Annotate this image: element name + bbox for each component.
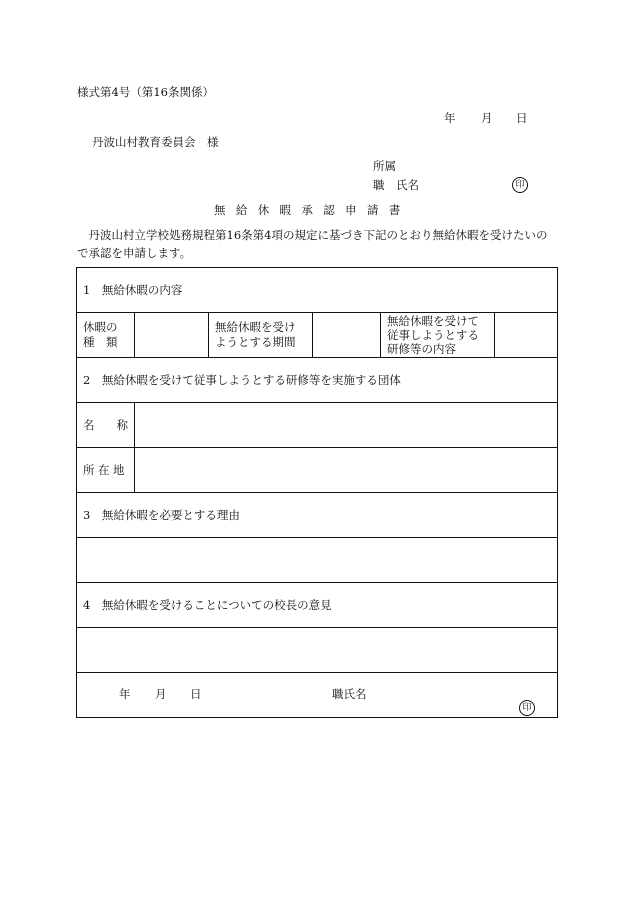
intro-text: 丹波山村立学校処務規程第16条第4項の規定に基づき下記のとおり無給休暇を受けたいので承認を申請します。: [77, 228, 548, 260]
section2-title: 2 無給休暇を受けて従事しようとする研修等を実施する団体: [77, 358, 558, 403]
section4-title: 4 無給休暇を受けることについての校長の意見: [77, 583, 558, 628]
leave-type-label-line2: 種 類: [83, 335, 118, 349]
org-address-label: [77, 448, 135, 493]
training-content-field[interactable]: [495, 313, 558, 358]
period-label: [209, 313, 313, 358]
seal-icon: 印: [512, 177, 528, 193]
section1-header-row: [77, 268, 558, 313]
seal-stamp: [512, 176, 528, 193]
org-name-label-text: [83, 418, 128, 433]
reason-field[interactable]: [77, 538, 558, 583]
org-name-label: [77, 403, 135, 448]
document-title: 無給休暇承認申請書: [214, 203, 411, 217]
period-label-line2: ようとする期間: [215, 335, 296, 349]
date-year: 年: [444, 111, 456, 125]
footer-year: 年: [119, 687, 131, 701]
footer-day: 日: [190, 687, 202, 701]
period-field[interactable]: [313, 313, 381, 358]
training-label-line2: 従事しようとする: [387, 328, 479, 342]
org-name-label-a: 名: [83, 417, 95, 432]
application-form-table: [76, 267, 558, 718]
intro-paragraph: [77, 226, 555, 262]
name-label: 職 氏名: [373, 178, 419, 192]
signature-row: [77, 673, 558, 718]
org-name-row: [77, 403, 558, 448]
footer-seal-icon: 印: [519, 700, 535, 716]
training-label-line1: 無給休暇を受けて: [387, 314, 479, 328]
footer-month: 月: [155, 687, 167, 701]
org-name-label-b: 称: [116, 417, 128, 432]
org-address-field[interactable]: [135, 448, 558, 493]
reason-row: [77, 538, 558, 583]
signature-cell: [77, 673, 558, 718]
leave-type-label: [77, 313, 135, 358]
leave-type-field[interactable]: [135, 313, 209, 358]
affiliation-label: 所属: [373, 159, 396, 173]
signature-line: [77, 673, 557, 717]
org-name-field[interactable]: [135, 403, 558, 448]
addressee: 丹波山村教育委員会 様: [92, 135, 219, 149]
section1-title: 1 無給休暇の内容: [77, 268, 558, 313]
date-day: 日: [516, 111, 528, 125]
org-address-label-text: 所在地: [83, 462, 128, 477]
section2-header-row: [77, 358, 558, 403]
section4-header-row: [77, 583, 558, 628]
principal-opinion-field[interactable]: [77, 628, 558, 673]
training-content-label: [381, 313, 495, 358]
footer-name-label: 職氏名: [332, 687, 367, 701]
date-month: 月: [481, 111, 493, 125]
section3-title: 3 無給休暇を必要とする理由: [77, 493, 558, 538]
org-address-row: [77, 448, 558, 493]
training-label-line3: 研修等の内容: [387, 342, 456, 356]
leave-detail-row: [77, 313, 558, 358]
leave-type-label-line1: 休暇の: [83, 320, 118, 334]
form-number: 様式第4号（第16条関係）: [77, 85, 214, 99]
section3-header-row: [77, 493, 558, 538]
principal-opinion-row: [77, 628, 558, 673]
period-label-line1: 無給休暇を受け: [215, 320, 296, 334]
